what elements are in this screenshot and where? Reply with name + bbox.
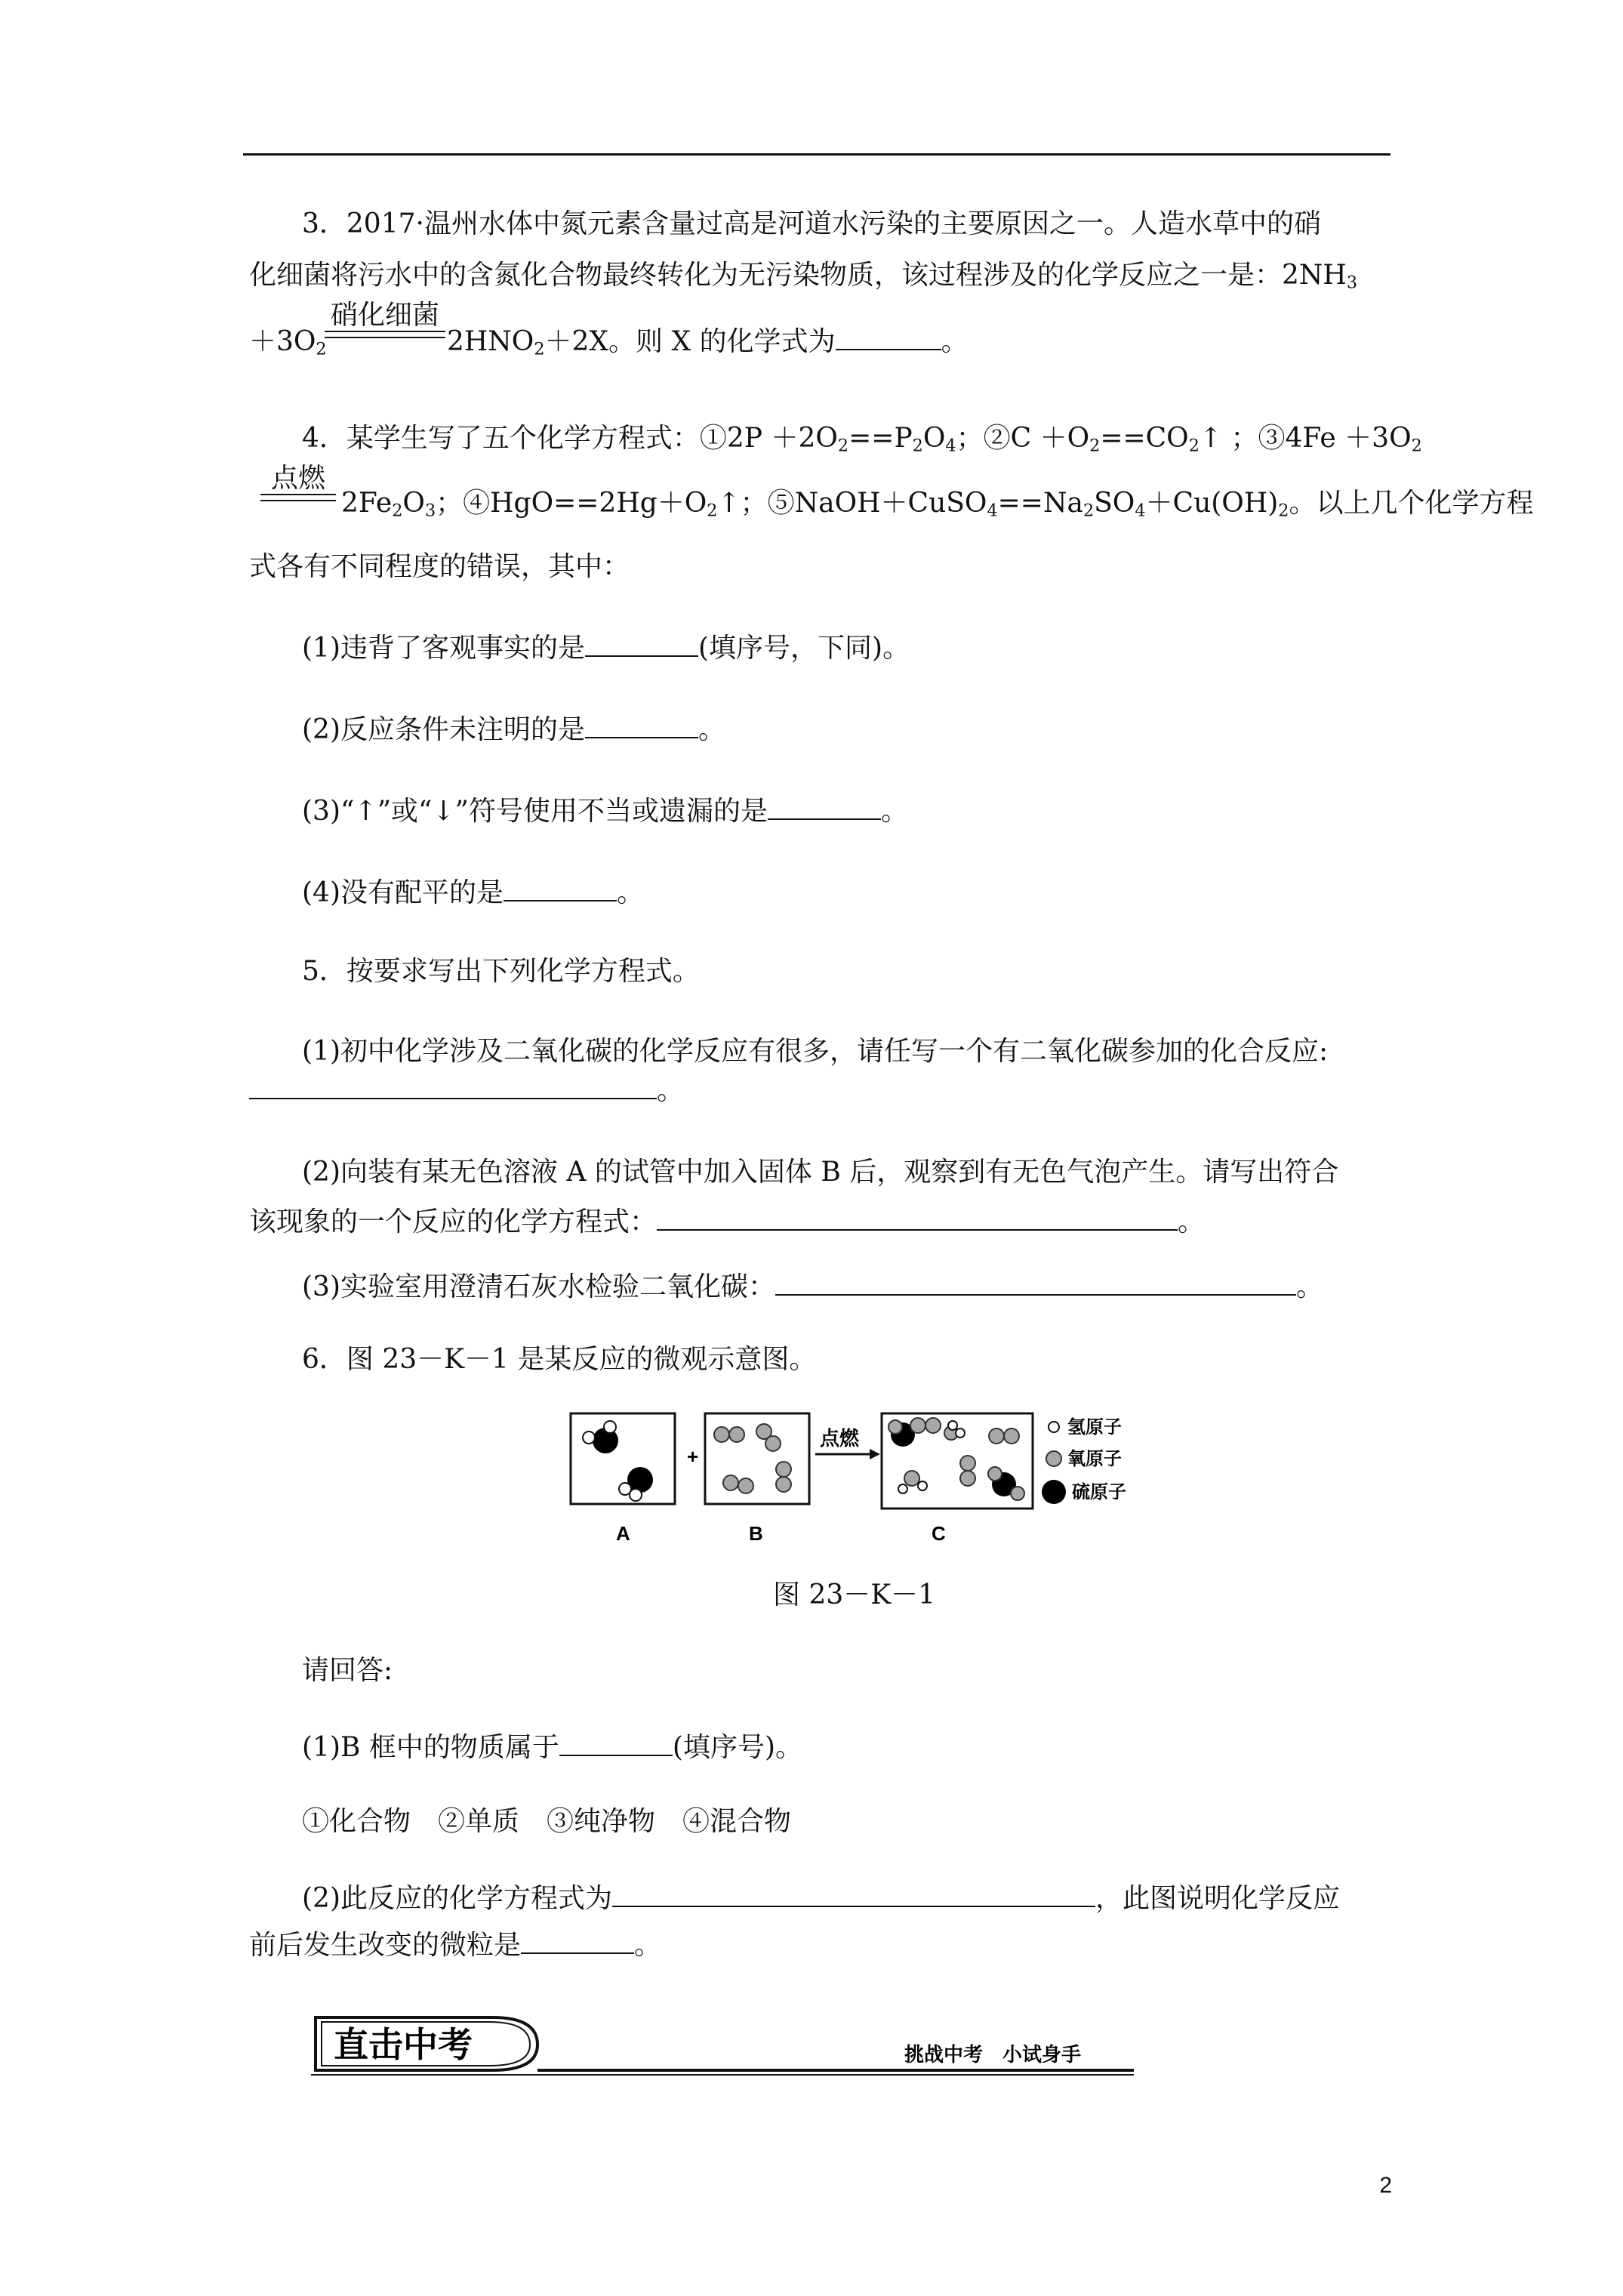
q5-sub-2-line-1: (2)向装有某无色溶液 A 的试管中加入固体 B 后，观察到有无色气泡产生。请写出符合 bbox=[302, 1157, 1339, 1188]
arrow-head-icon bbox=[870, 1449, 880, 1459]
oxygen-atom bbox=[960, 1471, 975, 1486]
hydrogen-atom bbox=[918, 1481, 927, 1490]
label-b: B bbox=[749, 1522, 763, 1545]
oxygen-atom bbox=[925, 1418, 941, 1433]
oxygen-atom bbox=[729, 1427, 744, 1442]
oxygen-atom bbox=[960, 1456, 975, 1471]
q4-sub-4: (4)没有配平的是 。 bbox=[302, 874, 644, 912]
q5-sub-1-answer: 。 bbox=[249, 1072, 684, 1110]
oxygen-atom bbox=[904, 1471, 919, 1486]
header-rule bbox=[243, 153, 1390, 156]
q6-sub-1: (1)B 框中的物质属于 (填序号)。 bbox=[302, 1729, 802, 1767]
oxygen-atom bbox=[989, 1428, 1004, 1444]
q3-line-1: 3．2017·温州水体中氮元素含量过高是河道水污染的主要原因之一。人造水草中的硝 bbox=[302, 208, 1321, 239]
legend-sulfur-label: 硫原子 bbox=[1072, 1482, 1126, 1502]
q6-options: ①化合物 ②单质 ③纯净物 ④混合物 bbox=[302, 1806, 792, 1837]
hydrogen-atom bbox=[583, 1432, 595, 1444]
q3-reaction-condition: 硝化细菌 bbox=[325, 300, 445, 338]
q4-sub-1: (1)违背了客观事实的是 (填序号，下同)。 bbox=[302, 630, 910, 667]
plus-sign: + bbox=[687, 1445, 699, 1468]
arrow-label: 点燃 bbox=[820, 1427, 860, 1450]
legend-hydrogen-icon bbox=[1049, 1422, 1059, 1432]
oxygen-atom bbox=[723, 1475, 738, 1490]
oxygen-atom bbox=[910, 1418, 925, 1433]
oxygen-atom bbox=[714, 1427, 729, 1442]
q5-title: 5．按要求写出下列化学方程式。 bbox=[302, 956, 700, 987]
legend-oxygen-icon bbox=[1046, 1451, 1061, 1466]
q6-title: 6．图 23－K－1 是某反应的微观示意图。 bbox=[302, 1344, 817, 1375]
oxygen-atom bbox=[888, 1420, 902, 1434]
q4-line-1: 4．某学生写了五个化学方程式：①2P $+2O_2==P_2O_4$；②C $+O_2==CO_2↑$ ；③4Fe $+3O_2$ bbox=[302, 423, 1422, 456]
legend-hydrogen-label: 氢原子 bbox=[1067, 1417, 1122, 1438]
hydrogen-atom bbox=[956, 1428, 965, 1438]
oxygen-atom bbox=[765, 1436, 781, 1451]
hydrogen-atom bbox=[630, 1489, 642, 1501]
legend-oxygen-label: 氧原子 bbox=[1067, 1449, 1122, 1469]
hydrogen-atom bbox=[898, 1484, 907, 1493]
q5-sub-1: (1)初中化学涉及二氧化碳的化学反应有很多，请任写一个有二氧化碳参加的化合反应: bbox=[302, 1036, 1329, 1067]
q4-sub-3: (3)“↑”或“↓”符号使用不当或遗漏的是 。 bbox=[302, 793, 908, 831]
oxygen-atom bbox=[1011, 1487, 1024, 1500]
oxygen-atom bbox=[988, 1467, 1002, 1481]
q3-line-3: $+3O_2$ bbox=[249, 326, 327, 359]
q3-line-3-rest: $2HNO_2+2X$。则 X 的化学式为 。 bbox=[447, 323, 969, 361]
oxygen-atom bbox=[776, 1462, 791, 1477]
hydrogen-atom bbox=[604, 1421, 616, 1433]
oxygen-atom bbox=[738, 1478, 753, 1493]
q4-line-3: 式各有不同程度的错误，其中： bbox=[249, 551, 630, 582]
q4-reaction-condition: 点燃 bbox=[260, 464, 336, 501]
q6-sub-2-line-2: 前后发生改变的微粒是 。 bbox=[249, 1927, 661, 1965]
oxygen-atom bbox=[1004, 1428, 1019, 1444]
micro-reaction-diagram bbox=[566, 1404, 1140, 1548]
figure-caption: 图 23－K－1 bbox=[773, 1579, 936, 1610]
banner-subtitle: 挑战中考 小试身手 bbox=[904, 2044, 1082, 2066]
page-number: 2 bbox=[1379, 2173, 1392, 2198]
banner-title: 直击中考 bbox=[334, 2024, 473, 2065]
q5-sub-2-line-2: 该现象的一个反应的化学方程式： 。 bbox=[249, 1203, 1205, 1241]
q4-line-2: $2Fe_2O_3$；$④HgO==2Hg+O_2↑$；$⑤NaOH+CuSO_4==Na_2SO_4+Cu(OH)_2$。以上几个化学方程 bbox=[341, 488, 1534, 521]
oxygen-atom bbox=[776, 1477, 791, 1492]
q5-sub-3: (3)实验室用澄清石灰水检验二氧化碳： 。 bbox=[302, 1268, 1323, 1306]
section-banner bbox=[311, 2011, 1134, 2076]
q6-prompt: 请回答: bbox=[302, 1655, 393, 1686]
label-c: C bbox=[932, 1522, 946, 1545]
hydrogen-atom bbox=[948, 1421, 957, 1430]
q6-sub-2-line-1: (2)此反应的化学方程式为 ，此图说明化学反应 bbox=[302, 1880, 1340, 1918]
label-a: A bbox=[616, 1522, 630, 1545]
q4-sub-2: (2)反应条件未注明的是 。 bbox=[302, 711, 725, 749]
q3-line-2: 化细菌将污水中的含氮化合物最终转化为无污染物质，该过程涉及的化学反应之一是：$2NH_3$ bbox=[249, 260, 1358, 293]
legend-sulfur-icon bbox=[1042, 1480, 1066, 1504]
